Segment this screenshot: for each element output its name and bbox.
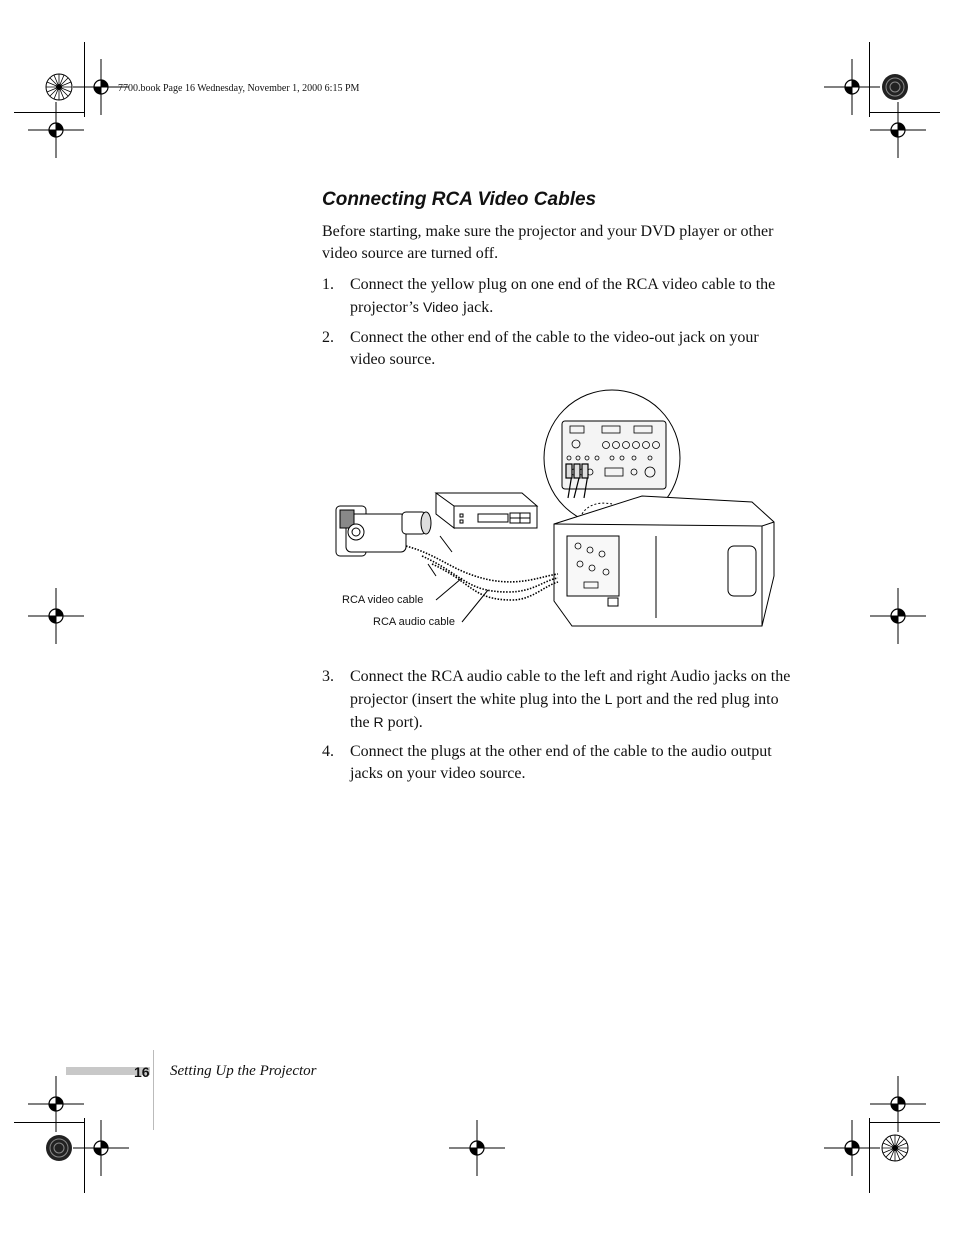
intro-paragraph: Before starting, make sure the projector and your DVD player or other video source are turned off. [322, 223, 774, 262]
step-number: 3. [322, 668, 334, 685]
callout-audio-cable: RCA audio cable [373, 616, 455, 628]
print-header: 7700.book Page 16 Wednesday, November 1, 2000 6:15 PM [118, 83, 360, 94]
jack-label: Video [423, 299, 459, 315]
port-label-l: L [604, 691, 613, 707]
footer-divider [153, 1050, 154, 1130]
running-footer-title: Setting Up the Projector [170, 1063, 317, 1079]
section-title: Connecting RCA Video Cables [322, 189, 597, 210]
step-number: 4. [322, 743, 334, 760]
step-4: 4. Connect the plugs at the other end of the cable to the audio output jacks on your video source. [322, 743, 772, 782]
step-number: 2. [322, 329, 334, 346]
step-number: 1. [322, 276, 334, 293]
port-label-r: R [373, 714, 384, 730]
connection-illustration [322, 386, 792, 636]
callout-video-cable: RCA video cable [342, 594, 424, 606]
step-2: 2. Connect the other end of the cable to the video-out jack on your video source. [322, 329, 759, 368]
page-number: 16 [134, 1064, 150, 1080]
step-3: 3. Connect the RCA audio cable to the left and right Audio jacks on the projector (insert the white plug into the L port and the red plug into the R port). [322, 668, 791, 731]
step-1: 1. Connect the yellow plug on one end of the RCA video cable to the projector’s Video jack. [322, 276, 776, 316]
